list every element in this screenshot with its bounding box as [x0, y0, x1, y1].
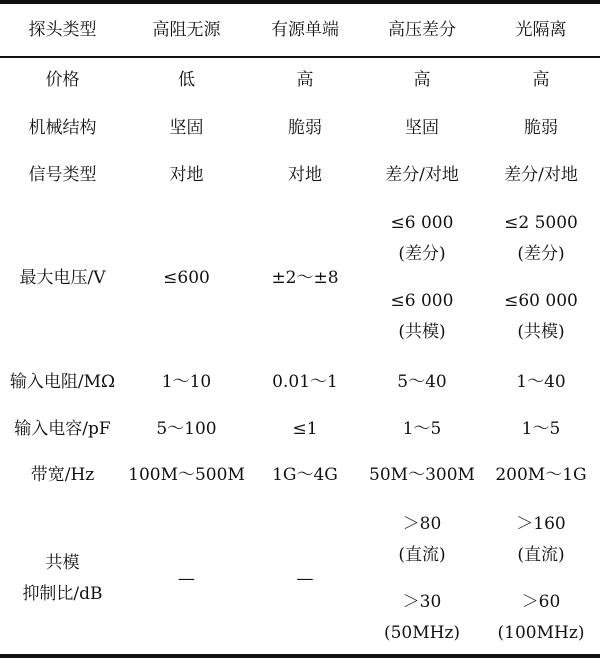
table-cell: 200M～1G: [495, 464, 587, 485]
table-cell: —: [296, 568, 314, 589]
label-line: 抑制比/dB: [22, 584, 103, 604]
probe-comparison-table: [0, 4, 600, 660]
table-cell: ±2～±8: [271, 267, 339, 288]
cell-line: (50MHz): [383, 623, 461, 643]
table-cell: 低: [178, 69, 195, 90]
header-row: [0, 4, 600, 56]
table-cell: 高: [296, 69, 314, 90]
table-cell: 对地: [288, 164, 322, 185]
table-cell: 50M～300M: [369, 464, 475, 485]
table-cell: 差分/对地: [385, 164, 459, 185]
table-cell-stacked: [482, 198, 600, 358]
table-row: [0, 406, 600, 452]
table-cell-stacked: [362, 498, 482, 660]
table-cell: 1～5: [402, 418, 442, 439]
cell-line: ＞60: [521, 592, 561, 612]
cell-line: ＞160: [516, 514, 566, 534]
cell-line: ≤6 000: [390, 213, 454, 233]
cell-line: (直流): [517, 545, 565, 565]
row-label-max-voltage: 最大电压/V: [19, 267, 106, 288]
table-cell-stacked: [362, 198, 482, 358]
row-label-input-capacitance: 输入电容/pF: [14, 418, 111, 439]
cell-line: (差分): [398, 244, 446, 264]
header-hv-differential: 高压差分: [388, 19, 456, 40]
row-label-cmrr: [0, 498, 125, 660]
table-cell: 高: [532, 69, 550, 90]
header-optical-isolated: 光隔离: [515, 19, 567, 40]
header-passive-high-z: 高阻无源: [152, 19, 221, 40]
header-probe-type: 探头类型: [28, 19, 97, 40]
cell-line: ＞80: [402, 514, 442, 534]
cell-line: (共模): [398, 322, 446, 342]
table-row: [0, 452, 600, 498]
table-cell: 5～40: [397, 371, 447, 392]
table-cell: 1G～4G: [272, 464, 338, 485]
table-cell: 1～5: [521, 418, 561, 439]
row-label-bandwidth: 带宽/Hz: [30, 464, 95, 485]
table-cell: 坚固: [169, 117, 204, 138]
table-cell: 高: [413, 69, 431, 90]
table-row: [0, 56, 600, 104]
table-cell: 脆弱: [288, 117, 322, 138]
table-cell: 对地: [169, 164, 204, 185]
table-cell: 5～100: [156, 418, 217, 439]
table-row: [0, 104, 600, 152]
row-label-input-resistance: 输入电阻/MΩ: [9, 371, 116, 392]
row-label-mechanical: 机械结构: [28, 117, 97, 138]
table-cell: 100M～500M: [128, 464, 245, 485]
table-cell: 0.01～1: [272, 371, 338, 392]
table-row: [0, 358, 600, 406]
table-cell: 差分/对地: [504, 164, 578, 185]
table-cell: 1～40: [516, 371, 566, 392]
cell-line: ≤60 000: [504, 291, 578, 311]
table-cell: 坚固: [405, 117, 439, 138]
cell-line: (差分): [517, 244, 565, 264]
cell-line: (直流): [398, 545, 446, 565]
table-row: [0, 152, 600, 198]
cell-line: ≤6 000: [390, 291, 454, 311]
cell-line: ≤2 5000: [504, 213, 578, 233]
row-label-price: 价格: [45, 69, 80, 90]
table-cell: —: [178, 568, 195, 589]
table-cell: 1～10: [161, 371, 212, 392]
table-cell-stacked: [482, 498, 600, 660]
table-cell: 脆弱: [524, 117, 558, 138]
header-active-single-ended: 有源单端: [271, 19, 339, 40]
row-label-signal-type: 信号类型: [28, 164, 97, 185]
cell-line: (共模): [517, 322, 565, 342]
table-cell: ≤600: [163, 267, 210, 288]
table-row: [0, 198, 600, 358]
cell-line: (100MHz): [497, 623, 585, 643]
cell-line: ＞30: [402, 592, 442, 612]
table-cell: ≤1: [292, 418, 318, 439]
table-row: [0, 498, 600, 660]
label-line: 共模: [45, 553, 80, 573]
